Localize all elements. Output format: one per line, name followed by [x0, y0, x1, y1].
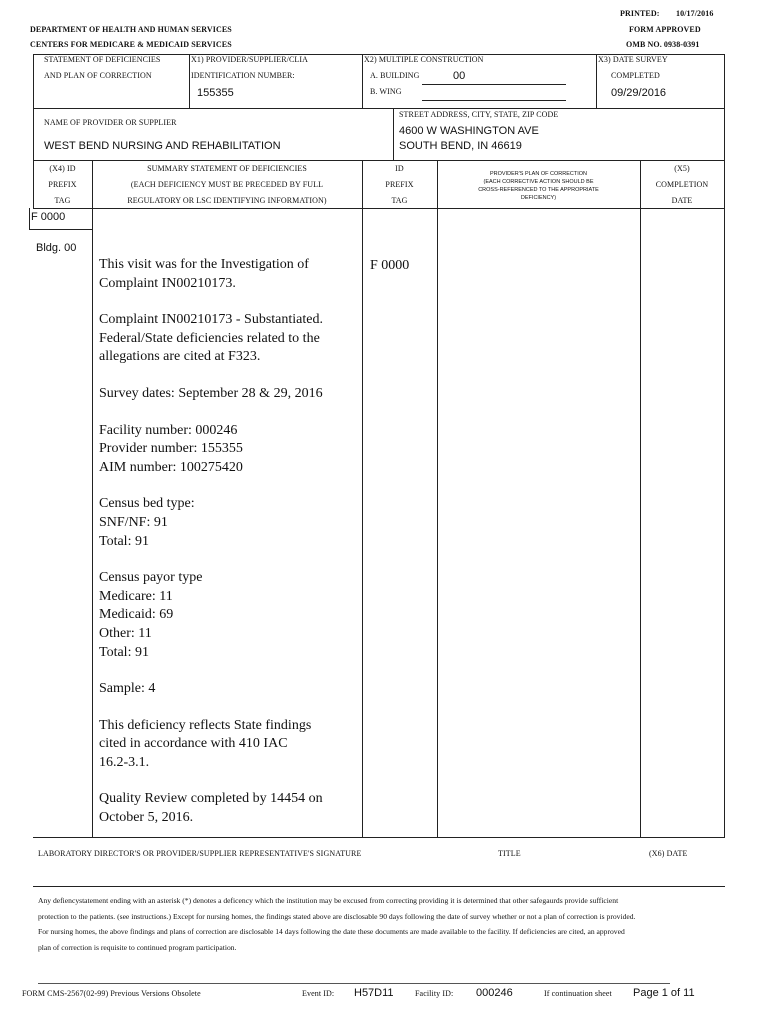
summary-header-line2: (EACH DEFICIENCY MUST BE PRECEDED BY FULL	[130, 180, 324, 189]
id-header-line2: PREFIX	[385, 180, 414, 189]
statement-label-line2: AND PLAN OF CORRECTION	[44, 71, 152, 80]
date-survey-label-line2: COMPLETED	[611, 71, 660, 80]
provider-id-value: 155355	[197, 87, 234, 99]
x5-header-line3: DATE	[671, 196, 693, 205]
address-line1: 4600 W WASHINGTON AVE	[399, 125, 539, 137]
provider-id-label-line1: X1) PROVIDER/SUPPLIER/CLIA	[191, 55, 309, 64]
address-line2: SOUTH BEND, IN 46619	[399, 140, 522, 152]
summary-header-line3: REGULATORY OR LSC IDENTIFYING INFORMATION)	[127, 196, 327, 205]
x4-header-line1: (X4) ID	[49, 164, 76, 173]
statement-label-line1: STATEMENT OF DEFICIENCIES	[44, 55, 161, 64]
x4-header-line3: TAG	[54, 196, 71, 205]
id-header-line1: ID	[395, 164, 404, 173]
signature-label: LABORATORY DIRECTOR'S OR PROVIDER/SUPPLIER REPRESENTATIVE'S SIGNATURE	[38, 849, 362, 858]
paragraph-sample: Sample: 4	[99, 681, 156, 697]
paragraph-complaint: Complaint IN00210173 - Substantiated. Federal/State deficiencies related to the allegations are cited at F323.	[99, 312, 323, 365]
paragraph-census-bed: Census bed type: SNF/NF: 91 Total: 91	[99, 496, 195, 549]
x4-header-line2: PREFIX	[48, 180, 77, 189]
paragraph-visit: This visit was for the Investigation of Complaint IN00210173.	[99, 257, 309, 291]
plan-header-line1: PROVIDER'S PLAN OF CORRECTION	[489, 171, 587, 177]
paragraph-state-findings: This deficiency reflects State findings cited in accordance with 410 IAC 16.2-3.1.	[99, 717, 312, 770]
id-header-line3: TAG	[391, 196, 408, 205]
summary-statement	[99, 256, 359, 846]
wing-label: B. WING	[370, 87, 402, 96]
multiple-construction-label: X2) MULTIPLE CONSTRUCTION	[364, 55, 484, 64]
continuation-label: If continuation sheet	[544, 989, 612, 998]
paragraph-census-payor: Census payor type Medicare: 11 Medicaid: 69 Other: 11 Total: 91	[99, 570, 203, 660]
provider-name-label: NAME OF PROVIDER OR SUPPLIER	[44, 118, 177, 127]
facility-id-label: Facility ID:	[415, 989, 454, 998]
form-number: FORM CMS-2567(02-99) Previous Versions Obsolete	[22, 989, 201, 998]
plan-header-line4: DEFICIENCY)	[520, 195, 557, 201]
printed-date: 10/17/2016	[676, 9, 714, 18]
page-number: Page 1 of 11	[633, 987, 695, 999]
building-label: A. BUILDING	[370, 71, 420, 80]
paragraph-facility-numbers: Facility number: 000246 Provider number: 155355 AIM number: 100275420	[99, 422, 243, 475]
event-id-value: H57D11	[354, 987, 394, 999]
provider-name: WEST BEND NURSING AND REHABILITATION	[44, 140, 281, 152]
omb-number: OMB NO. 0938-0391	[626, 40, 700, 49]
disclaimer-text: Any defiencystatement ending with an asterisk (*) denotes a deficency which the institution may be excused from correcting providing it is determined that other safegaurds provide sufficient protection to the patients. (see instructions.) Except for nursing homes, the findings stated above are disclosable 90 days following the date of survey whether or not a plan of correction is provided. For nursing homes, the above findings and plans of correction are disclosable 14 days following the date these documents are made available to the facility. If deficiencies are cited, an approved plan of correction is requisite to continued program participation.	[38, 896, 636, 952]
paragraph-survey-dates: Survey dates: September 28 & 29, 2016	[99, 385, 323, 401]
building-tag: Bldg. 00	[36, 242, 77, 254]
printed-label: PRINTED:	[620, 9, 660, 18]
title-label: TITLE	[498, 849, 521, 858]
form-approved: FORM APPROVED	[629, 25, 701, 34]
plan-header-line3: CROSS-REFERENCED TO THE APPROPRIATE	[478, 187, 599, 193]
building-value: 00	[453, 70, 466, 82]
plan-header-line2: (EACH CORRECTIVE ACTION SHOULD BE	[483, 179, 594, 185]
department-name: DEPARTMENT OF HEALTH AND HUMAN SERVICES	[30, 25, 232, 34]
x5-header-line1: (X5)	[674, 164, 690, 173]
date-survey-label-line1: X3) DATE SURVEY	[598, 55, 668, 64]
summary-header-line1: SUMMARY STATEMENT OF DEFICIENCIES	[147, 164, 307, 173]
paragraph-quality-review: Quality Review completed by 14454 on October 5, 2016.	[99, 791, 323, 826]
tag-right: F 0000	[370, 258, 410, 273]
facility-id-value: 000246	[476, 987, 513, 999]
x6-date-label: (X6) DATE	[649, 849, 688, 858]
event-id-label: Event ID:	[302, 989, 335, 998]
address-label: STREET ADDRESS, CITY, STATE, ZIP CODE	[399, 110, 559, 119]
x5-header-line2: COMPLETION	[655, 180, 709, 189]
date-survey-value: 09/29/2016	[611, 87, 667, 99]
provider-id-label-line2: IDENTIFICATION NUMBER:	[191, 71, 295, 80]
tag-left: F 0000	[31, 211, 66, 223]
centers-name: CENTERS FOR MEDICARE & MEDICAID SERVICES	[30, 40, 232, 49]
